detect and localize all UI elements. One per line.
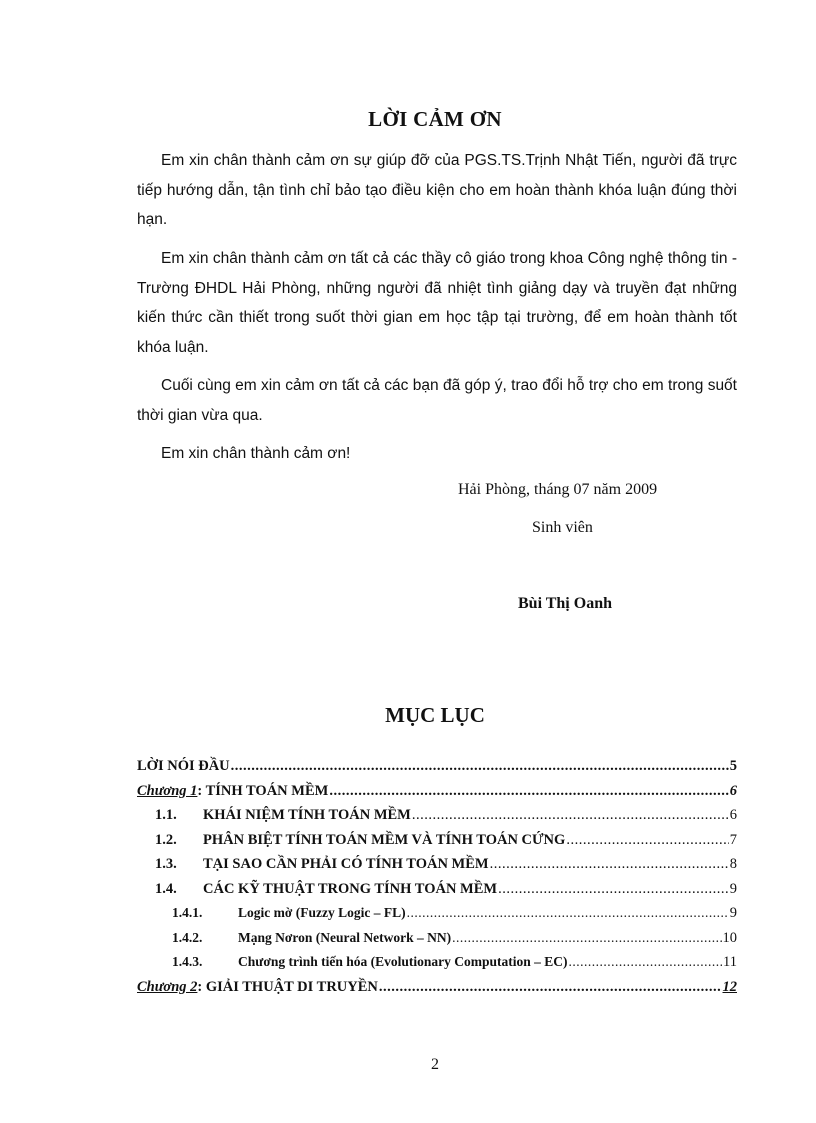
toc-entry[interactable]: [137, 930, 737, 955]
toc-leader: [490, 856, 729, 873]
toc-entry-page: 9: [729, 905, 737, 921]
toc-entry-label: Logic mờ (Fuzzy Logic – FL): [238, 905, 406, 920]
toc-entry[interactable]: [137, 905, 737, 930]
toc-entry[interactable]: [137, 856, 737, 881]
signature-place-date: Hải Phòng, tháng 07 năm 2009: [458, 481, 658, 498]
toc-leader: [412, 807, 729, 824]
toc-entry-page: 8: [729, 856, 737, 872]
toc-chapter-prefix: Chương 1: [137, 782, 198, 799]
toc-entry[interactable]: [137, 954, 737, 979]
toc-leader: [452, 930, 721, 946]
toc-entry-label: TẠI SAO CẦN PHẢI CÓ TÍNH TOÁN MỀM: [203, 856, 489, 872]
acknowledgement-paragraph: Em xin chân thành cảm ơn sự giúp đỡ của PGS.TS.Trịnh Nhật Tiến, người đã trực tiếp hướng dẫn, tận tình chỉ bảo tạo điều kiện cho em hoàn thành khóa luận đúng thời hạn.: [137, 152, 737, 228]
toc-entry[interactable]: [137, 832, 737, 857]
toc-entry-page: 12: [722, 978, 737, 995]
page-number: 2: [431, 1056, 439, 1073]
toc-leader: [569, 954, 723, 970]
toc-entry-page: 6: [729, 782, 737, 799]
toc-entry[interactable]: [137, 979, 737, 1004]
toc-entry[interactable]: [137, 758, 737, 783]
toc-entry-label: : GIẢI THUẬT DI TRUYỀN: [197, 978, 378, 995]
toc-leader: [231, 758, 729, 775]
toc-entry-number: 1.4.1.: [172, 905, 203, 920]
toc-entry-page: 6: [729, 807, 737, 823]
acknowledgement-paragraph: Cuối cùng em xin cảm ơn tất cả các bạn đã góp ý, trao đổi hỗ trợ cho em trong suốt thời gian vừa qua.: [137, 377, 737, 424]
acknowledgement-paragraph: Em xin chân thành cảm ơn tất cả các thầy cô giáo trong khoa Công nghệ thông tin - Trường ĐHDL Hải Phòng, những người đã nhiệt tình giảng dạy và truyền đạt những kiến thức cần thiết trong suốt thời gian em học tập tại trường, để em hoàn thành tốt khóa luận.: [137, 250, 737, 356]
acknowledgement-closing: Em xin chân thành cảm ơn!: [161, 445, 351, 462]
toc-entry-page: 9: [729, 880, 737, 897]
toc-entry-label: Chương trình tiến hóa (Evolutionary Computation – EC): [238, 954, 568, 969]
toc-leader: [498, 881, 729, 898]
toc-entry[interactable]: [137, 807, 737, 832]
toc-leader: [407, 905, 729, 921]
toc-entry-number: 1.4.2.: [172, 929, 203, 945]
toc-entry-label: LỜI NÓI ĐẦU: [137, 758, 230, 774]
signature-name: Bùi Thị Oanh: [518, 595, 612, 612]
toc-entry-number: 1.2.: [155, 831, 177, 848]
toc-leader: [329, 783, 728, 800]
toc-entry-label: Mạng Nơron (Neural Network – NN): [238, 929, 452, 945]
toc-entry-label: : TÍNH TOÁN MỀM: [197, 782, 329, 799]
table-of-contents: [137, 758, 737, 1003]
signature-role: Sinh viên: [532, 519, 593, 536]
toc-entry-label: PHÂN BIỆT TÍNH TOÁN MỀM VÀ TÍNH TOÁN CỨNG: [203, 831, 566, 848]
toc-entry[interactable]: [137, 783, 737, 808]
toc-entry-page: 11: [723, 954, 737, 970]
toc-entry-number: 1.3.: [155, 856, 177, 872]
toc-entry-number: 1.4.3.: [172, 954, 203, 969]
toc-chapter-prefix: Chương 2: [137, 978, 198, 995]
acknowledgement-title: LỜI CẢM ƠN: [368, 107, 502, 131]
toc-entry-number: 1.1.: [155, 807, 177, 823]
toc-entry-label: KHÁI NIỆM TÍNH TOÁN MỀM: [203, 807, 411, 823]
toc-entry-page: 5: [729, 758, 737, 774]
toc-entry-number: 1.4.: [155, 880, 177, 897]
toc-entry-label: CÁC KỸ THUẬT TRONG TÍNH TOÁN MỀM: [203, 880, 498, 897]
toc-title: MỤC LỤC: [385, 703, 485, 727]
toc-entry-page: 7: [729, 831, 737, 848]
toc-entry-page: 10: [722, 929, 737, 946]
toc-leader: [379, 979, 722, 996]
toc-leader: [566, 832, 728, 849]
toc-entry[interactable]: [137, 881, 737, 906]
